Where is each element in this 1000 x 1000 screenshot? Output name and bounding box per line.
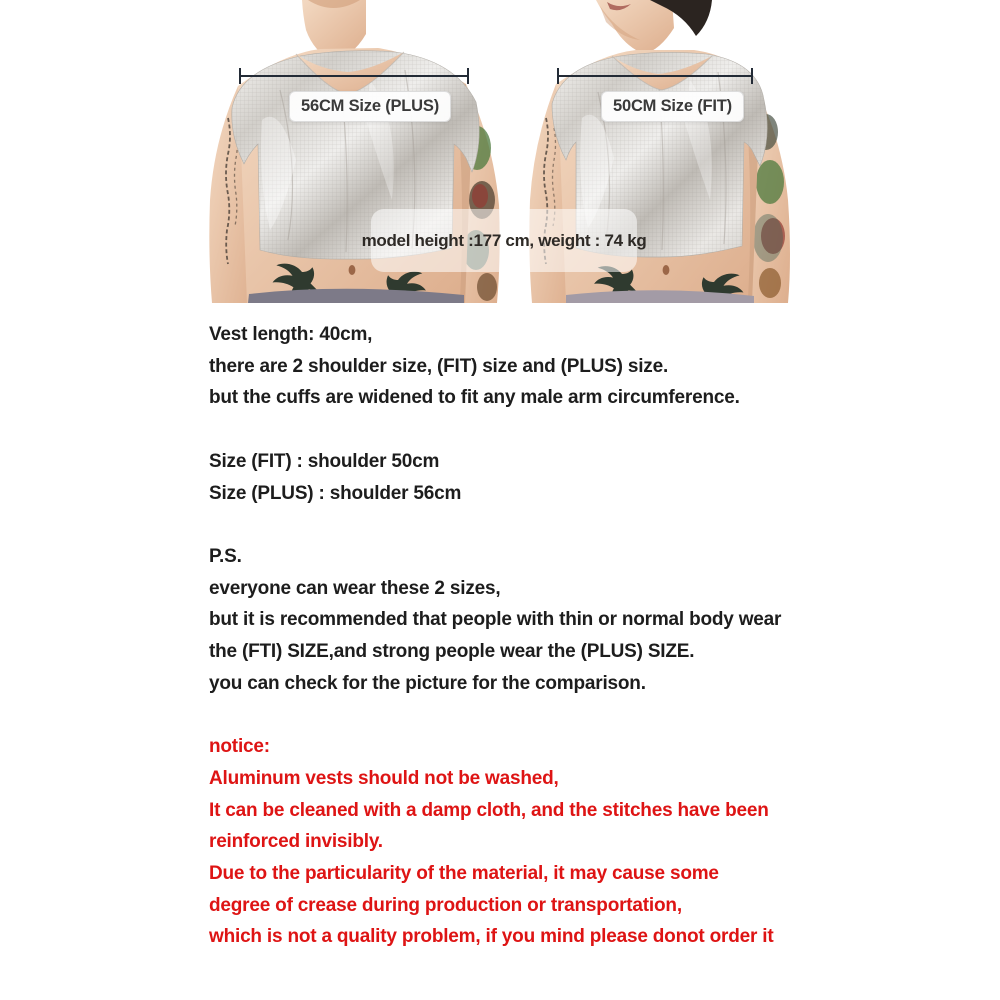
text-line: degree of crease during production or transportation, [209, 894, 682, 916]
text-line: Aluminum vests should not be washed, [209, 767, 559, 789]
text-line: but it is recommended that people with thin or normal body wear [209, 609, 782, 631]
text-line: Size (FIT) : shoulder 50cm [209, 450, 440, 472]
text-line: Size (PLUS) : shoulder 56cm [209, 482, 462, 504]
text-block [209, 446, 809, 509]
text-line: P.S. [209, 545, 242, 567]
size-label-fit: 50CM Size (FIT) [601, 91, 744, 122]
product-photo [0, 0, 1000, 303]
text-blocks [209, 319, 809, 953]
text-line: but the cuffs are widened to fit any male arm circumference. [209, 387, 740, 409]
text-block [209, 319, 809, 414]
description-text [209, 319, 809, 953]
text-line: Vest length: 40cm, [209, 324, 373, 345]
text-line: everyone can wear these 2 sizes, [209, 577, 501, 599]
text-line: the (FTI) SIZE,and strong people wear the (PLUS) SIZE. [209, 641, 695, 662]
text-line: which is not a quality problem, if you mind please donot order it [209, 926, 774, 948]
model-info-caption: model height :177 cm, weight : 74 kg [371, 209, 637, 272]
text-line: Due to the particularity of the material, it may cause some [209, 862, 719, 884]
size-label-plus: 56CM Size (PLUS) [289, 91, 451, 122]
text-line: there are 2 shoulder size, (FIT) size and (PLUS) size. [209, 355, 669, 377]
text-line: notice: [209, 736, 270, 758]
text-block [209, 541, 809, 700]
text-line: It can be cleaned with a damp cloth, and the stitches have been [209, 799, 769, 821]
text-line: you can check for the picture for the comparison. [209, 672, 646, 694]
text-line: reinforced invisibly. [209, 831, 383, 853]
text-block [209, 731, 809, 953]
